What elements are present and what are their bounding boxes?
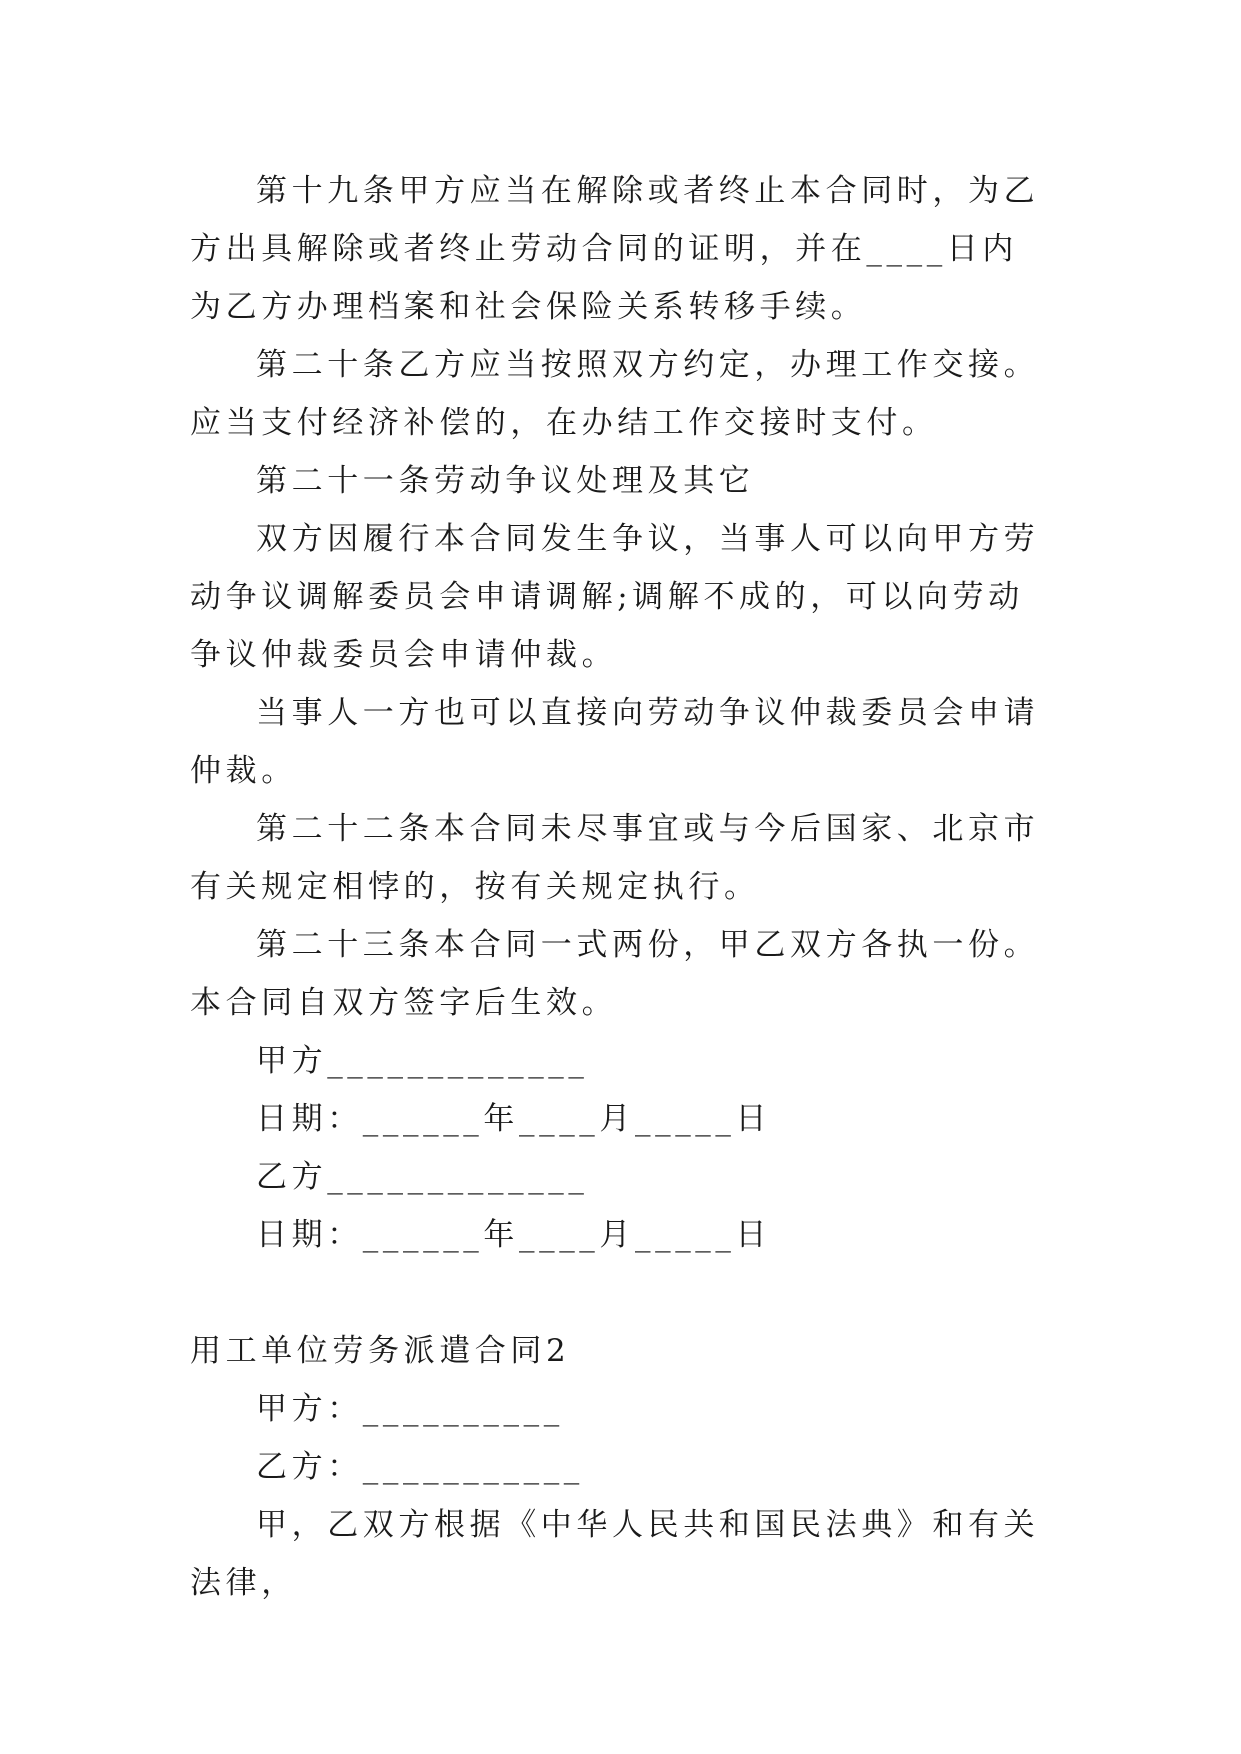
party-a-date-line: 日期：______年____月_____日 — [256, 1101, 772, 1137]
document-body — [190, 162, 1050, 1612]
article-21-body-2: 当事人一方也可以直接向劳动争议仲裁委员会申请仲裁。 — [190, 695, 1040, 789]
party-b-signature-line: 乙方_____________ — [256, 1159, 589, 1195]
section-2-title: 用工单位劳务派遣合同2 — [190, 1333, 571, 1369]
section-spacer — [190, 1264, 1050, 1322]
section-2-intro: 甲，乙双方根据《中华人民共和国民法典》和有关法律， — [190, 1507, 1040, 1601]
section-2-party-b: 乙方：___________ — [256, 1449, 584, 1485]
party-a-signature-line: 甲方_____________ — [256, 1043, 589, 1079]
section-2-party-a: 甲方：__________ — [256, 1391, 564, 1427]
article-22: 第二十二条本合同未尽事宜或与今后国家、北京市有关规定相悖的，按有关规定执行。 — [190, 811, 1040, 905]
article-23: 第二十三条本合同一式两份，甲乙双方各执一份。本合同自双方签字后生效。 — [190, 927, 1040, 1021]
party-b-date-line: 日期：______年____月_____日 — [256, 1217, 772, 1253]
article-21-body: 双方因履行本合同发生争议，当事人可以向甲方劳动争议调解委员会申请调解;调解不成的，可以向劳动争议仲裁委员会申请仲裁。 — [190, 521, 1040, 673]
article-20: 第二十条乙方应当按照双方约定，办理工作交接。应当支付经济补偿的，在办结工作交接时支付。 — [190, 347, 1040, 441]
article-19: 第十九条甲方应当在解除或者终止本合同时，为乙方出具解除或者终止劳动合同的证明，并在____日内为乙方办理档案和社会保险关系转移手续。 — [190, 173, 1040, 325]
article-21-title: 第二十一条劳动争议处理及其它 — [256, 463, 755, 499]
